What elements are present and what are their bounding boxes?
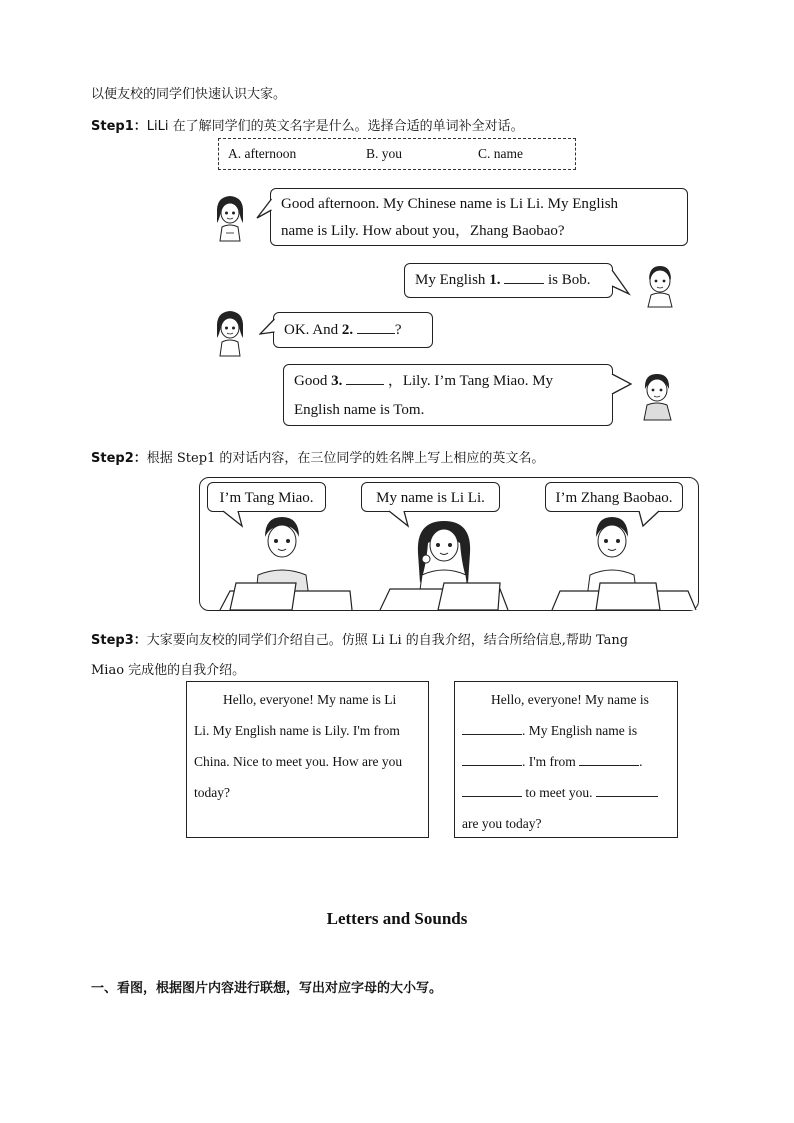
bubble-tang-miao: I’m Tang Miao. bbox=[207, 482, 326, 512]
tang-miao-intro-line-1: Hello, everyone! My name is bbox=[491, 692, 649, 707]
bubble-3-tail bbox=[259, 318, 275, 340]
girl-avatar bbox=[212, 193, 248, 243]
dialog-bubble-3 bbox=[273, 312, 433, 348]
dialog-bubble-4 bbox=[283, 364, 613, 426]
blank-english-name[interactable] bbox=[462, 764, 522, 766]
students-illustration bbox=[200, 513, 698, 610]
li-li-intro-line-4: today? bbox=[194, 785, 230, 800]
blank-1-number: 1. bbox=[489, 272, 501, 288]
dialog-bubble-1 bbox=[270, 188, 688, 246]
li-li-intro-box bbox=[186, 681, 429, 838]
dialog-4-post: ，Lily. I’m Tang Miao. My bbox=[387, 373, 554, 389]
blank-1[interactable] bbox=[504, 282, 544, 284]
li-li-intro-line-1: Hello, everyone! My name is Li bbox=[223, 692, 397, 707]
option-c: C. name bbox=[478, 146, 523, 161]
dialog-4-pre: Good bbox=[294, 373, 332, 389]
step3-text-1: 大家要向友校的同学们介绍自己。仿照 Li Li 的自我介绍，结合所给信息,帮助 Tang bbox=[146, 633, 629, 648]
step2-text: 根据 Step1 的对话内容，在三位同学的姓名牌上写上相应的英文名。 bbox=[146, 451, 545, 466]
dialog-2-post: is Bob. bbox=[544, 272, 591, 288]
dialog-1-line-1: Good afternoon. My Chinese name is Li Li. My English bbox=[281, 196, 619, 212]
step2-label: Step2： bbox=[91, 451, 147, 466]
intro-line: 以便友校的同学们快速认识大家。 bbox=[91, 87, 287, 102]
dialog-4-line-1 bbox=[294, 365, 602, 397]
blank-how[interactable] bbox=[596, 795, 658, 797]
step2-instruction bbox=[91, 447, 544, 466]
tang-miao-intro-text-4: to meet you. bbox=[522, 785, 593, 800]
dialog-3-pre: OK. And bbox=[284, 322, 342, 338]
option-b: B. you bbox=[366, 146, 403, 161]
dialog-4-line-2: English name is Tom. bbox=[294, 402, 425, 418]
li-li-intro-line-2: Li. My English name is Lily. I'm from bbox=[194, 723, 400, 738]
dialog-1-line-2: name is Lily. How about you，Zhang Baobao? bbox=[281, 223, 565, 239]
bubble-4-tail bbox=[611, 372, 633, 402]
blank-3[interactable] bbox=[346, 383, 384, 385]
tang-miao-intro-line-3: . I'm from . bbox=[462, 746, 671, 777]
blank-3-number: 3. bbox=[331, 373, 343, 389]
step1-lili: LiLi bbox=[146, 119, 169, 134]
step1-instruction bbox=[91, 115, 524, 134]
bubble-2-tail bbox=[611, 268, 631, 296]
tang-miao-intro-text-3: . I'm from bbox=[522, 754, 576, 769]
step1-label: Step1： bbox=[91, 119, 147, 134]
bubble-1-tail bbox=[256, 198, 272, 220]
tang-miao-intro-text-2: . My English name is bbox=[522, 723, 638, 738]
blank-2[interactable] bbox=[357, 332, 395, 334]
options-box bbox=[218, 138, 576, 170]
li-li-intro-line-3: China. Nice to meet you. How are you bbox=[194, 754, 403, 769]
blank-nice[interactable] bbox=[462, 795, 522, 797]
part1-instruction: 一、看图，根据图片内容进行联想，写出对应字母的大小写。 bbox=[91, 981, 443, 996]
blank-2-number: 2. bbox=[341, 322, 354, 338]
tang-miao-intro-line-2 bbox=[462, 715, 671, 746]
blank-name[interactable] bbox=[462, 733, 522, 735]
dialog-2-pre: My English bbox=[415, 272, 490, 288]
bubble-zhang-baobao: I’m Zhang Baobao. bbox=[545, 482, 683, 512]
blank-country[interactable] bbox=[579, 764, 639, 766]
step3-line-1 bbox=[91, 626, 703, 656]
step3-instruction bbox=[91, 626, 703, 686]
step3-line-2: Miao 完成他的自我介绍。 bbox=[91, 663, 246, 678]
dialog-bubble-2 bbox=[404, 263, 613, 298]
section-title: Letters and Sounds bbox=[326, 909, 468, 928]
step1-text: 在了解同学们的英文名字是什么。选择合适的单词补全对话。 bbox=[168, 119, 524, 134]
step3-label: Step3： bbox=[91, 633, 147, 648]
tang-miao-intro-box bbox=[454, 681, 678, 838]
boy-tang-miao-avatar bbox=[638, 371, 676, 421]
tang-miao-intro-line-5: are you today? bbox=[462, 816, 542, 831]
tang-miao-intro-line-4 bbox=[462, 777, 671, 808]
girl-avatar bbox=[212, 308, 248, 358]
boy-bob-avatar bbox=[643, 262, 677, 308]
option-a: A. afternoon bbox=[228, 146, 297, 161]
dialog-3-post: ? bbox=[394, 322, 402, 338]
bubble-li-li: My name is Li Li. bbox=[361, 482, 500, 512]
